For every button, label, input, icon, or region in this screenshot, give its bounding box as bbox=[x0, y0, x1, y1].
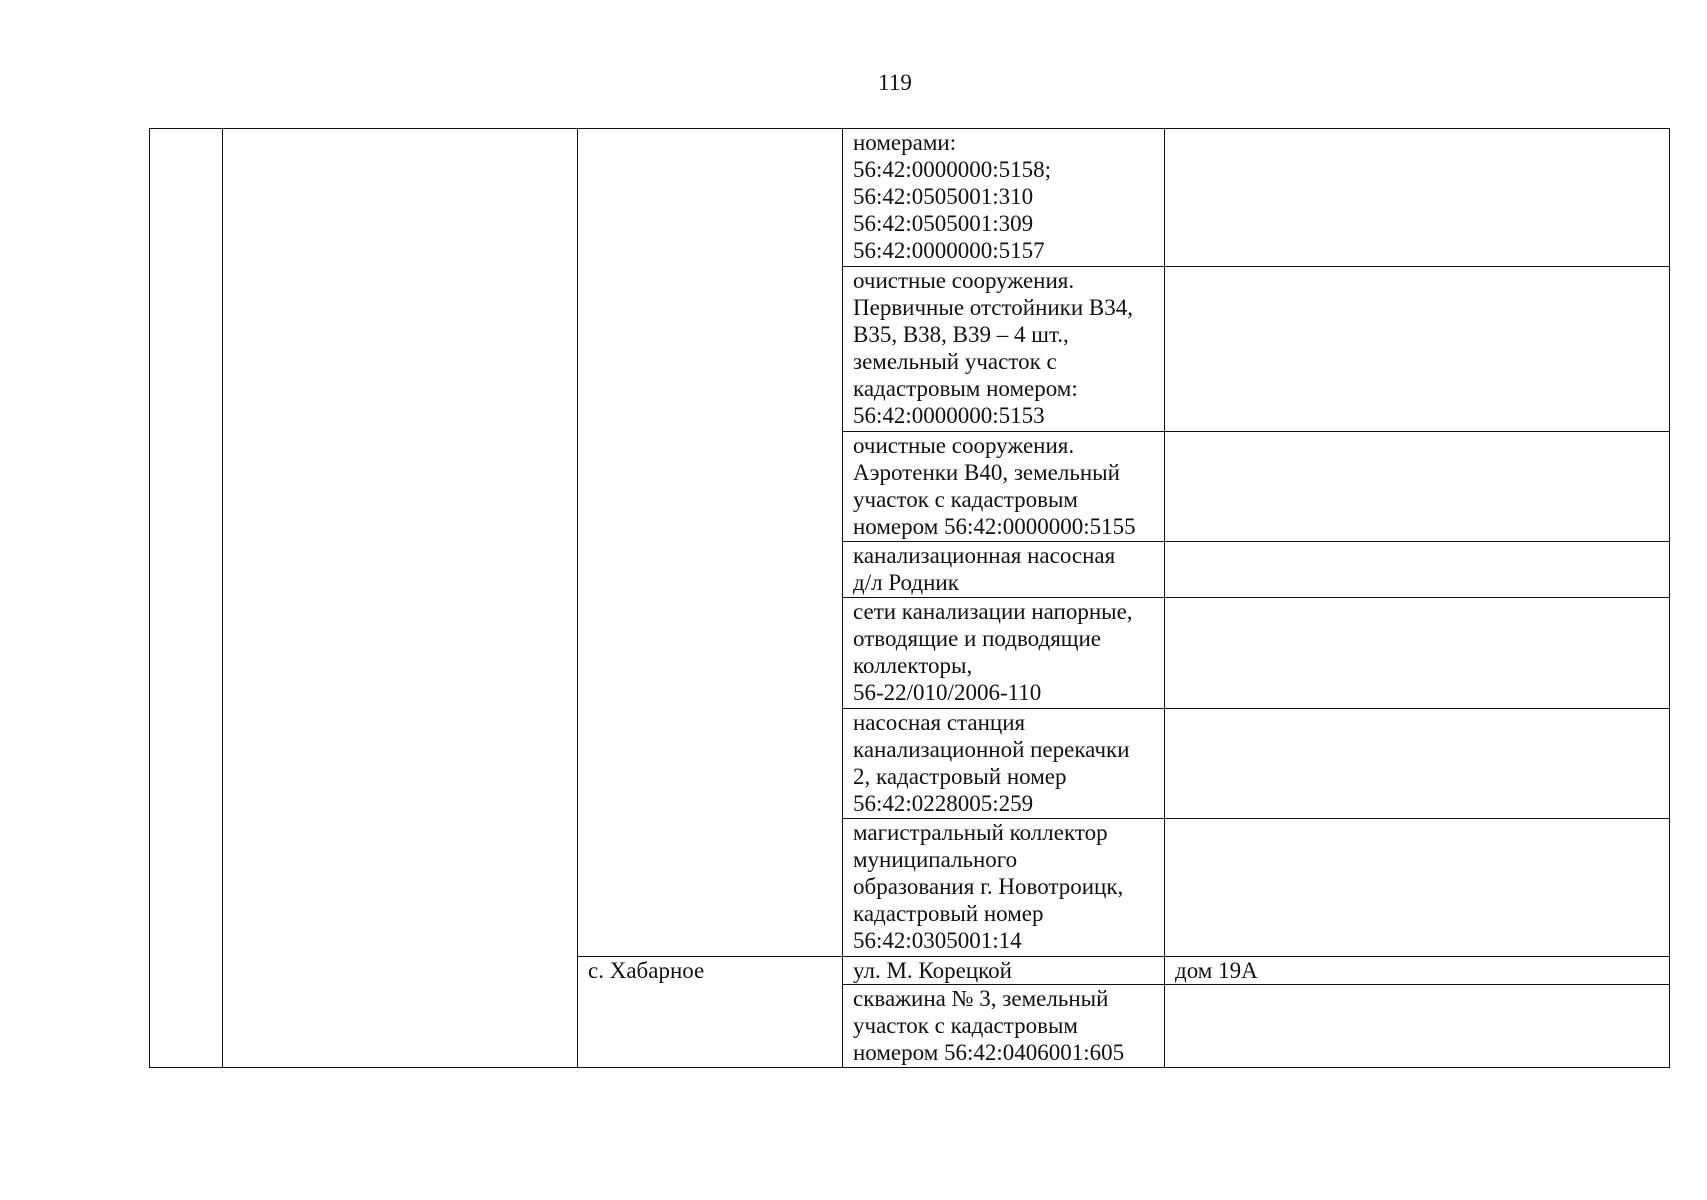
object-cell: очистные сооружения. Аэротенки В40, земельный участок с кадастровым номером 56:42:0000000:5155 bbox=[843, 432, 1165, 542]
object-cell: ул. М. Корецкой bbox=[843, 957, 1165, 985]
object-cell: очистные сооружения. Первичные отстойники В34, В35, В38, В39 – 4 шт., земельный участок с кадастровым номером: 56:42:0000000:5153 bbox=[843, 267, 1165, 432]
locality-cell: с. Хабарное bbox=[578, 957, 843, 1068]
locality-cell bbox=[578, 129, 843, 957]
detail-cell bbox=[1165, 542, 1670, 598]
detail-cell bbox=[1165, 129, 1670, 267]
page-number: 119 bbox=[878, 70, 912, 95]
detail-cell bbox=[1165, 267, 1670, 432]
detail-cell bbox=[1165, 432, 1670, 542]
detail-cell bbox=[1165, 819, 1670, 957]
object-cell: сети канализации напорные, отводящие и подводящие коллекторы, 56-22/010/2006-110 bbox=[843, 598, 1165, 709]
organization-cell bbox=[223, 129, 578, 1068]
object-cell: номерами: 56:42:0000000:5158; 56:42:0505001:310 56:42:0505001:309 56:42:0000000:5157 bbox=[843, 129, 1165, 267]
object-cell: насосная станция канализационной перекачки 2, кадастровый номер 56:42:0228005:259 bbox=[843, 709, 1165, 819]
detail-cell: дом 19А bbox=[1165, 957, 1670, 985]
object-cell: магистральный коллектор муниципального образования г. Новотроицк, кадастровый номер 56:42:0305001:14 bbox=[843, 819, 1165, 957]
detail-cell bbox=[1165, 985, 1670, 1068]
number-cell bbox=[150, 129, 223, 1068]
object-cell: канализационная насосная д/л Родник bbox=[843, 542, 1165, 598]
detail-cell bbox=[1165, 709, 1670, 819]
objects-table bbox=[149, 128, 1670, 1068]
object-cell: скважина № 3, земельный участок с кадастровым номером 56:42:0406001:605 bbox=[843, 985, 1165, 1068]
table-row bbox=[150, 129, 1670, 267]
detail-cell bbox=[1165, 598, 1670, 709]
